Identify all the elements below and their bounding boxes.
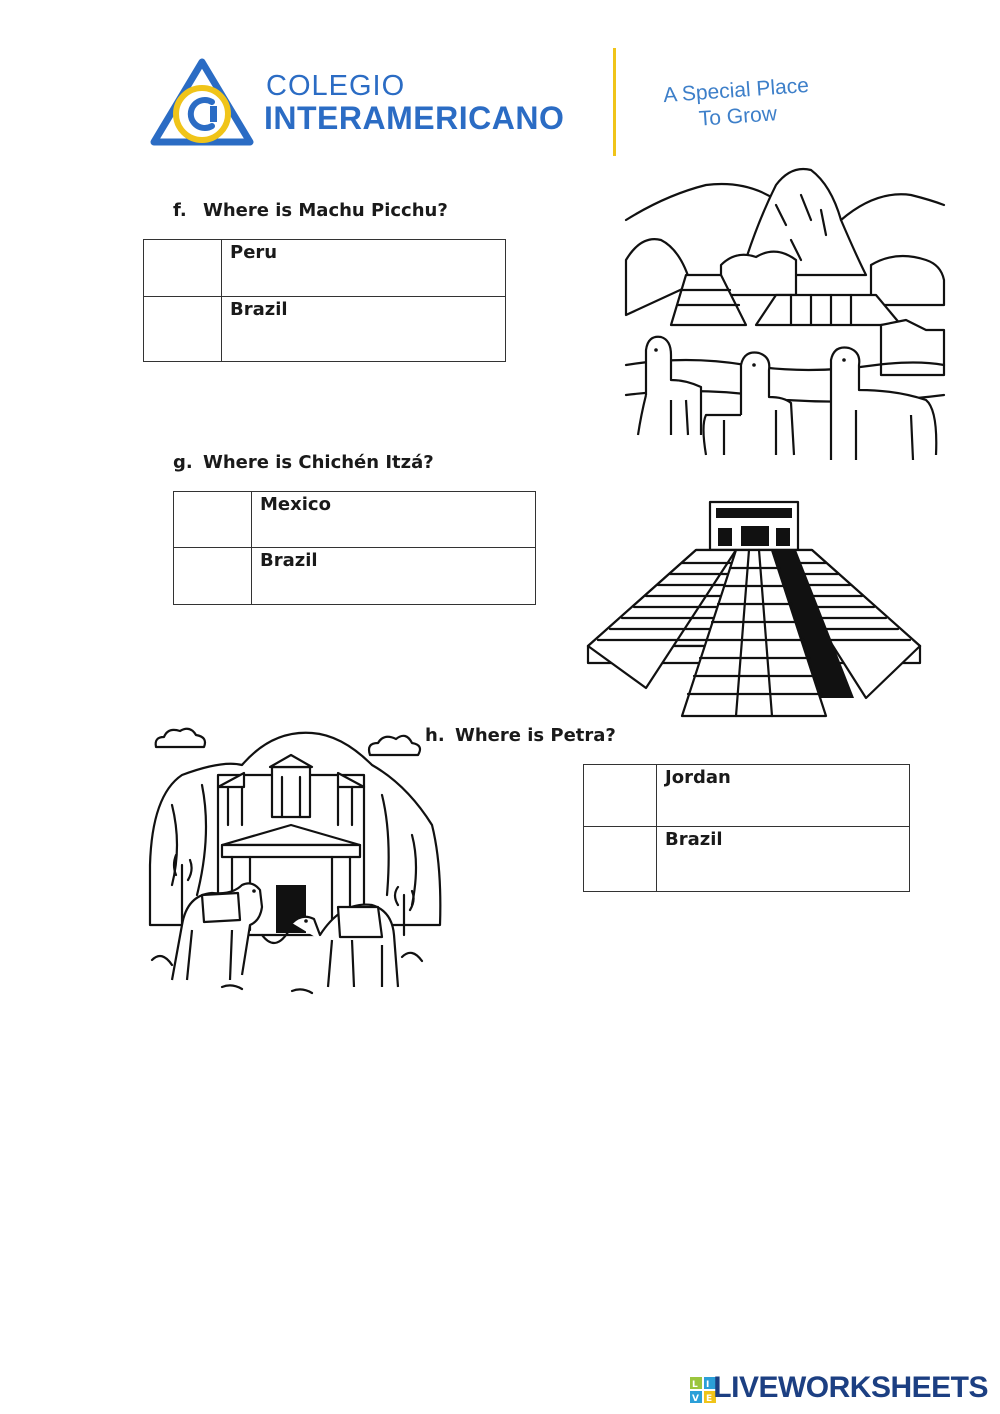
answer-checkbox[interactable]	[584, 827, 657, 891]
liveworksheets-brand[interactable]: LIVEWORKSHEETS	[713, 1371, 988, 1404]
question-h: h. Where is Petra?	[425, 725, 616, 746]
answer-checkbox[interactable]	[144, 297, 222, 361]
answer-checkbox[interactable]	[174, 548, 252, 604]
svg-text:V: V	[692, 1394, 699, 1404]
chichen-itza-illustration	[586, 498, 922, 720]
answer-table-h	[583, 764, 910, 892]
answer-label: Jordan	[665, 767, 731, 788]
question-g: g. Where is Chichén Itzá?	[173, 452, 434, 473]
answer-row[interactable]	[144, 297, 505, 361]
answer-row[interactable]	[174, 548, 535, 604]
machu-picchu-illustration	[626, 165, 946, 465]
school-logo-icon	[150, 58, 254, 148]
liveworksheets-logo-icon	[690, 1377, 716, 1403]
answer-row[interactable]	[144, 240, 505, 297]
answer-label: Brazil	[230, 299, 288, 320]
answer-row[interactable]	[584, 765, 909, 827]
header-divider	[613, 48, 616, 156]
answer-table-g	[173, 491, 536, 605]
answer-table-f	[143, 239, 506, 362]
answer-row[interactable]	[174, 492, 535, 548]
school-tagline: A Special Place To Grow	[662, 73, 810, 131]
answer-checkbox[interactable]	[144, 240, 222, 296]
answer-checkbox[interactable]	[584, 765, 657, 826]
question-f: f. Where is Machu Picchu?	[173, 200, 448, 221]
answer-checkbox[interactable]	[174, 492, 252, 547]
answer-label: Brazil	[260, 550, 318, 571]
answer-label: Mexico	[260, 494, 331, 515]
school-name-line1: COLEGIO	[266, 70, 406, 102]
school-name-line2: INTERAMERICANO	[264, 100, 565, 136]
answer-row[interactable]	[584, 827, 909, 891]
petra-illustration	[142, 725, 442, 997]
answer-label: Brazil	[665, 829, 723, 850]
svg-text:I: I	[706, 1380, 710, 1390]
answer-label: Peru	[230, 242, 278, 263]
svg-text:E: E	[706, 1394, 713, 1404]
svg-text:L: L	[692, 1380, 698, 1390]
